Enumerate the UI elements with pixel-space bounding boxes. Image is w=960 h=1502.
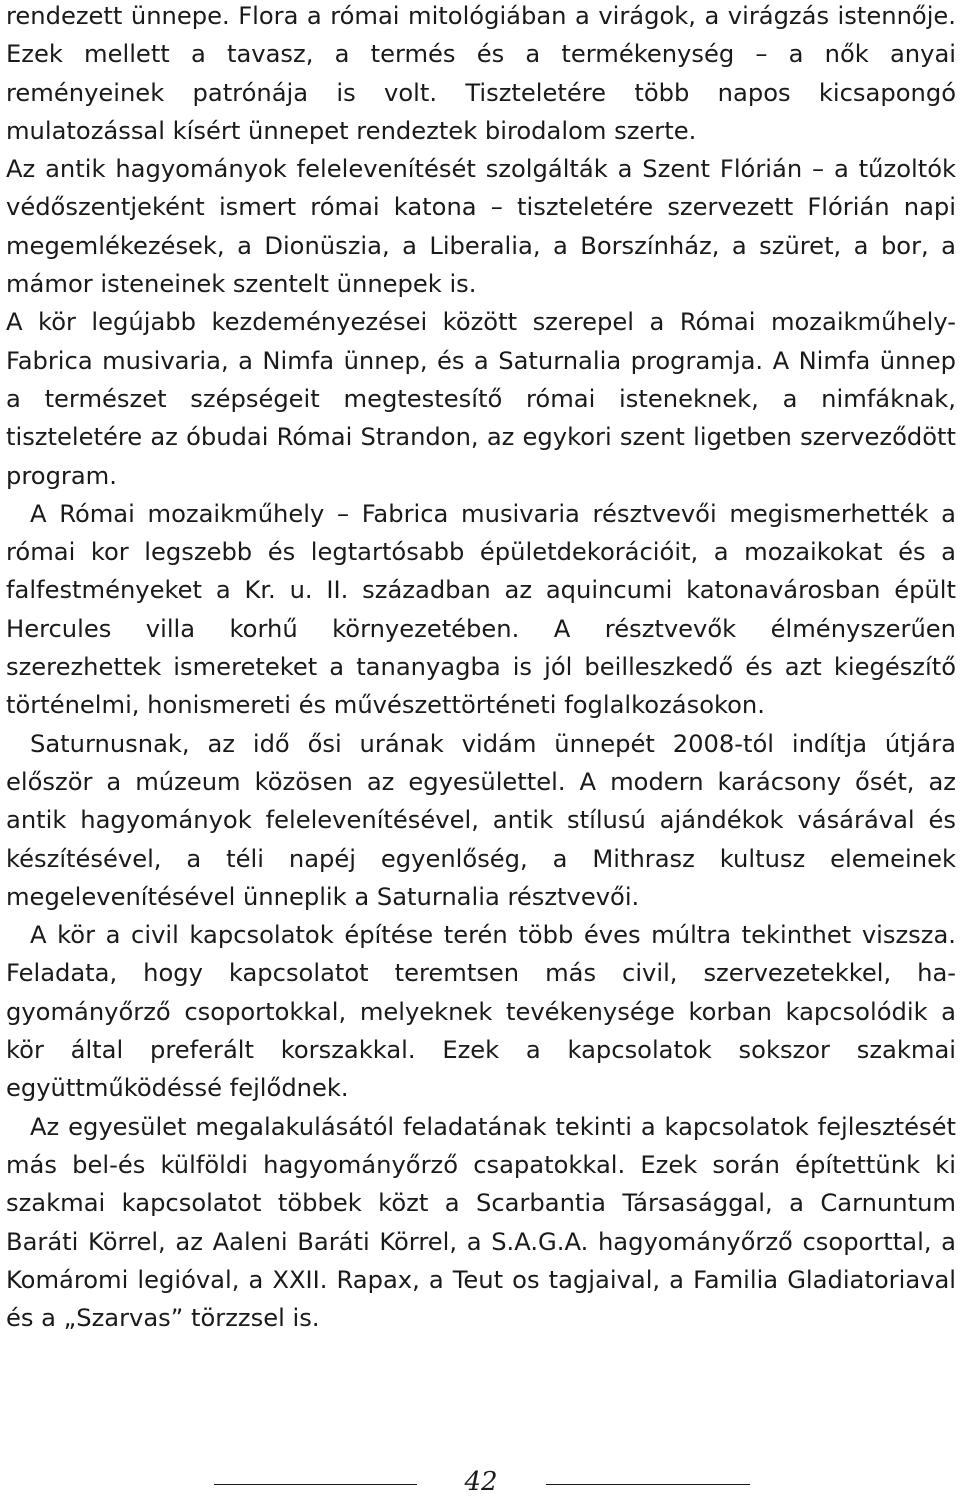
paragraph-hagyomanyorzo-csapatok: Az egyesület megalakulásától feladatának tekinti a kapcsolatok fejlesztését más bel-és külföldi hagyományőrző csapatokkal. Ezek során építettünk ki szakmai kapcsolatot többek közt a Scarbantia Társasággal, a Carnuntum Baráti Körrel, az Aaleni Baráti Körrel, a S.A.G.A. hagyományőrző csoporttal, a Komáromi legióval, a XXII. Rapax, a Teut os tagjaival, a Familia Gladiatoriaval és a „Szarvas” törzzsel is. bbox=[6, 1112, 956, 1333]
paragraph-kezdemenyezesek: A kör legújabb kezdeményezései között szerepel a Római mozaikműhely- Fabrica musivaria, a Nimfa ünnep, és a Saturnalia programja. A Nimfa ünnep a természet szépségeit megtestesítő római isteneknek, a nimfáknak, tiszteletére az óbudai Római Strandon, az egykori szent ligetben szerveződött program. bbox=[6, 308, 956, 490]
paragraph-saturnalia: Saturnusnak, az idő ősi urának vidám ünnepét 2008-tól indítja útjára először a múzeum közösen az egyesülettel. A modern karácsony ősét, az antik hagyományok felelevenítésével, antik stílusú ajándékok vásárával és készítésével, a téli napéj egyenlőség, a Mithrasz kultusz elemeinek megelevenítésével ünneplik a Saturnalia résztvevői. bbox=[6, 729, 956, 911]
document-page bbox=[6, 0, 956, 1497]
paragraph-civil-kapcsolatok: A kör a civil kapcsolatok építése terén több éves múltra tekinthet viszsza. Feladata, hogy kapcsolatot teremtsen más civil, szervezetekkel, hagyományőrző csoportokkal, melyeknek tevékenysége korban kapcsolódik a kör által preferált korszakkal. Ezek a kapcsolatok sokszor szakmai együttműködéssé fejlődnek. bbox=[6, 921, 956, 1103]
footer-rule-right bbox=[546, 1484, 750, 1485]
page-footer bbox=[6, 1462, 956, 1502]
paragraph-mozaikmuhely: A Római mozaikműhely – Fabrica musivaria résztvevői megismerhették a római kor legszebb és legtartósabb épületdekorációit, a mozaikokat és a falfestményeket a Kr. u. II. században az aquincumi katonavárosban épült Hercules villa korhű környezetében. A résztvevők élményszerűen szerezhettek ismereteket a tananyagba is jól beilleszkedő és azt kiegészítő történelmi, honismereti és művészettörténeti foglalkozásokon. bbox=[6, 499, 956, 720]
paragraph-antik-hagyomanyok: Az antik hagyományok felelevenítését szolgálták a Szent Flórián – a tűzoltók védőszentjeként ismert római katona – tiszteletére szervezett Flórián napi megemlékezések, a Dionüszia, a Liberalia, a Borszínház, a szüret, a bor, a mámor isteneinek szentelt ünnepek is. bbox=[6, 155, 956, 299]
footer-rule-left bbox=[214, 1484, 417, 1485]
page-number: 42 bbox=[464, 1467, 498, 1497]
paragraph-flora: rendezett ünnepe. Flora a római mitológiában a virágok, a virágzás istennője. Ezek mellett a tavasz, a termés és a termékenység – a nők anyai reményeinek patrónája is volt. Tiszteletére több napos kicsapongó mulatozással kísért ünnepet rendeztek birodalom szerte. bbox=[6, 2, 956, 145]
